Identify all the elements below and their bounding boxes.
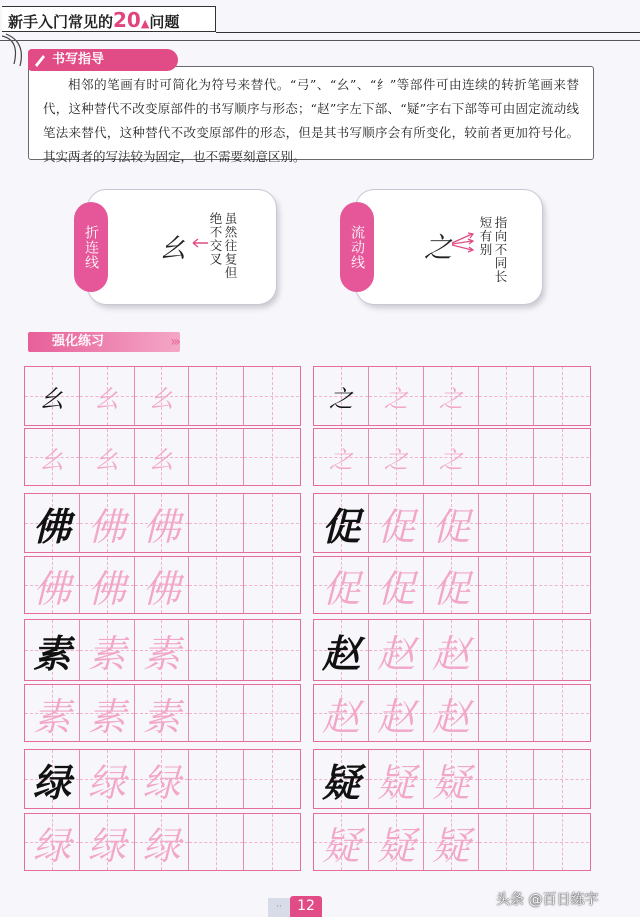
- practice-cell: [534, 620, 589, 680]
- trace-character: 素: [87, 694, 126, 739]
- practice-cell: [424, 814, 479, 870]
- practice-cell: [314, 620, 369, 680]
- trace-character: 促: [321, 566, 360, 611]
- practice-cell: [314, 429, 369, 485]
- trace-character: 赵: [431, 631, 470, 676]
- practice-cell: [244, 557, 299, 613]
- practice-grid-row: [24, 366, 301, 426]
- trace-character: 绿: [87, 760, 126, 805]
- practice-cell: [424, 494, 479, 552]
- guide-text: 相邻的笔画有时可简化为符号来替代。“弓”、“幺”、“纟”等部件可由连续的转折笔画来替代，这种替代不改变原部件的书写顺序与形态；“赵”字左下部、“疑”字右下部等可由固定流动线笔法来替代，这种替代不改变原部件的形态，但是其书写顺序会有所变化，较前者更加符号化。其实两者的写法较为固定，也不需要刻意区别。: [43, 77, 579, 164]
- practice-cell: [135, 685, 190, 741]
- practice-grid-row: [24, 813, 301, 871]
- practice-cell: [424, 429, 479, 485]
- practice-grid-row: [24, 556, 301, 614]
- practice-grid-row: [24, 749, 301, 809]
- practice-cell: [369, 557, 424, 613]
- practice-cell: [534, 557, 589, 613]
- practice-cell: [424, 750, 479, 808]
- practice-cell: [80, 429, 135, 485]
- trace-character: 之: [384, 445, 408, 474]
- practice-cell: [25, 685, 80, 741]
- practice-cell: [314, 557, 369, 613]
- practice-cell: [534, 750, 589, 808]
- practice-cell: [369, 814, 424, 870]
- model-character: 促: [321, 503, 360, 549]
- practice-cell: [25, 429, 80, 485]
- practice-cell: [189, 620, 244, 680]
- trace-character: 之: [439, 445, 463, 474]
- trace-character: 促: [376, 504, 415, 549]
- practice-cell: [135, 557, 190, 613]
- practice-cell: [369, 750, 424, 808]
- practice-grid-row: [24, 493, 301, 553]
- trace-character: 疑: [431, 823, 470, 868]
- practice-cell: [80, 557, 135, 613]
- practice-cell: [25, 557, 80, 613]
- practice-cell: [534, 429, 589, 485]
- trace-character: 促: [431, 504, 470, 549]
- practice-cell: [369, 367, 424, 425]
- practice-cell: [479, 557, 534, 613]
- practice-cell: [189, 557, 244, 613]
- practice-cell: [80, 620, 135, 680]
- practice-cell: [244, 494, 299, 552]
- practice-cell: [244, 367, 299, 425]
- model-character: 绿: [32, 759, 71, 805]
- practice-cell: [25, 494, 80, 552]
- practice-cell: [479, 367, 534, 425]
- arrow-left-icon: [190, 238, 208, 248]
- practice-cell: [314, 814, 369, 870]
- page-tab-decoration: ··: [268, 898, 290, 917]
- practice-cell: [135, 494, 190, 552]
- practice-grid-row: [313, 428, 591, 486]
- trace-character: 绿: [142, 823, 181, 868]
- trace-character: 绿: [142, 760, 181, 805]
- model-character: 疑: [321, 759, 360, 805]
- practice-cell: [80, 367, 135, 425]
- practice-cell: [135, 367, 190, 425]
- practice-cell: [479, 494, 534, 552]
- trace-character: 幺: [149, 384, 174, 413]
- practice-grid-row: [24, 684, 301, 742]
- header-rule-lower: [0, 40, 640, 41]
- practice-cell: [479, 685, 534, 741]
- card-glyph: 幺: [160, 234, 187, 264]
- practice-grid-row: [313, 556, 591, 614]
- card-glyph: 之: [424, 231, 453, 264]
- practice-cell: [534, 367, 589, 425]
- practice-cell: [244, 429, 299, 485]
- practice-cell: [80, 814, 135, 870]
- trace-character: 幺: [94, 384, 119, 413]
- practice-cell: [135, 429, 190, 485]
- header-rule: [216, 32, 640, 33]
- practice-cell: [25, 814, 80, 870]
- page-title: [2, 6, 216, 32]
- section-tab-practice: [28, 332, 180, 352]
- practice-cell: [189, 367, 244, 425]
- practice-grid-row: [24, 428, 301, 486]
- trace-character: 疑: [321, 823, 360, 868]
- up-arrow-icon: ▲: [140, 17, 150, 30]
- practice-cell: [424, 620, 479, 680]
- title-post: 问题: [149, 13, 180, 31]
- practice-cell: [244, 620, 299, 680]
- practice-cell: [80, 685, 135, 741]
- practice-cell: [369, 620, 424, 680]
- model-character: 幺: [39, 384, 64, 413]
- practice-cell: [189, 685, 244, 741]
- practice-cell: [479, 750, 534, 808]
- trace-character: 佛: [142, 566, 181, 611]
- card-tag-label: 流动线: [349, 224, 365, 270]
- trace-character: 佛: [142, 504, 181, 549]
- card-tag-label: 折连线: [83, 224, 99, 270]
- practice-cell: [369, 494, 424, 552]
- trace-character: 促: [376, 566, 415, 611]
- model-character: 佛: [32, 503, 71, 549]
- practice-cell: [189, 429, 244, 485]
- trace-character: 疑: [431, 760, 470, 805]
- pen-icon: [32, 52, 48, 68]
- trace-character: 素: [142, 631, 181, 676]
- practice-label: 强化练习: [52, 334, 105, 349]
- model-character: 之: [329, 384, 353, 413]
- card-tag-fold: [74, 202, 108, 292]
- practice-cell: [534, 494, 589, 552]
- card-note: 虽然往复但绝不交叉: [208, 212, 238, 280]
- model-character: 素: [32, 630, 71, 676]
- practice-cell: [424, 685, 479, 741]
- trace-character: 疑: [376, 760, 415, 805]
- guide-text-box: [28, 66, 594, 164]
- practice-cell: [369, 429, 424, 485]
- trace-character: 赵: [376, 694, 415, 739]
- practice-grid-row: [313, 684, 591, 742]
- practice-cell: [80, 494, 135, 552]
- trace-character: 幺: [39, 445, 64, 474]
- trace-character: 佛: [87, 504, 126, 549]
- chevrons-icon: ›››: [170, 334, 178, 350]
- practice-cell: [135, 620, 190, 680]
- practice-cell: [244, 814, 299, 870]
- practice-cell: [424, 367, 479, 425]
- title-number: 20: [113, 8, 141, 32]
- practice-cell: [479, 814, 534, 870]
- trace-character: 绿: [87, 823, 126, 868]
- trace-character: 素: [87, 631, 126, 676]
- page-number: 12: [290, 896, 322, 917]
- practice-cell: [189, 750, 244, 808]
- practice-cell: [25, 750, 80, 808]
- practice-cell: [189, 814, 244, 870]
- card-tag-flow: [340, 202, 374, 292]
- practice-grid-row: [313, 749, 591, 809]
- practice-cell: [314, 367, 369, 425]
- practice-cell: [479, 429, 534, 485]
- trace-character: 佛: [32, 566, 71, 611]
- arrows-fan-icon: [452, 230, 476, 256]
- trace-character: 赵: [376, 631, 415, 676]
- practice-cell: [314, 685, 369, 741]
- practice-grid-row: [24, 619, 301, 681]
- card-note: 指向不同长短有别: [478, 216, 508, 284]
- practice-cell: [25, 620, 80, 680]
- trace-character: 疑: [376, 823, 415, 868]
- trace-character: 素: [142, 694, 181, 739]
- practice-grid-row: [313, 493, 591, 553]
- practice-grid-row: [313, 619, 591, 681]
- trace-character: 赵: [321, 694, 360, 739]
- trace-character: 幺: [149, 445, 174, 474]
- trace-character: 之: [384, 384, 408, 413]
- practice-cell: [534, 685, 589, 741]
- practice-cell: [135, 814, 190, 870]
- practice-cell: [314, 494, 369, 552]
- practice-cell: [244, 750, 299, 808]
- watermark: 头条 @百日练字: [496, 892, 599, 908]
- practice-grid-row: [313, 813, 591, 871]
- practice-cell: [80, 750, 135, 808]
- practice-cell: [479, 620, 534, 680]
- practice-cell: [424, 557, 479, 613]
- practice-cell: [244, 685, 299, 741]
- practice-cell: [135, 750, 190, 808]
- trace-character: 素: [32, 694, 71, 739]
- trace-character: 之: [329, 445, 353, 474]
- trace-character: 促: [431, 566, 470, 611]
- trace-character: 幺: [94, 445, 119, 474]
- trace-character: 赵: [431, 694, 470, 739]
- practice-cell: [189, 494, 244, 552]
- practice-cell: [369, 685, 424, 741]
- title-pre: 新手入门常见的: [8, 13, 114, 31]
- trace-character: 绿: [32, 823, 71, 868]
- section-tab-guide: [28, 49, 178, 71]
- guide-label: 书写指导: [52, 52, 105, 67]
- practice-grid-row: [313, 366, 591, 426]
- trace-character: 之: [439, 384, 463, 413]
- practice-cell: [25, 367, 80, 425]
- practice-cell: [314, 750, 369, 808]
- trace-character: 佛: [87, 566, 126, 611]
- practice-cell: [534, 814, 589, 870]
- model-character: 赵: [321, 630, 360, 676]
